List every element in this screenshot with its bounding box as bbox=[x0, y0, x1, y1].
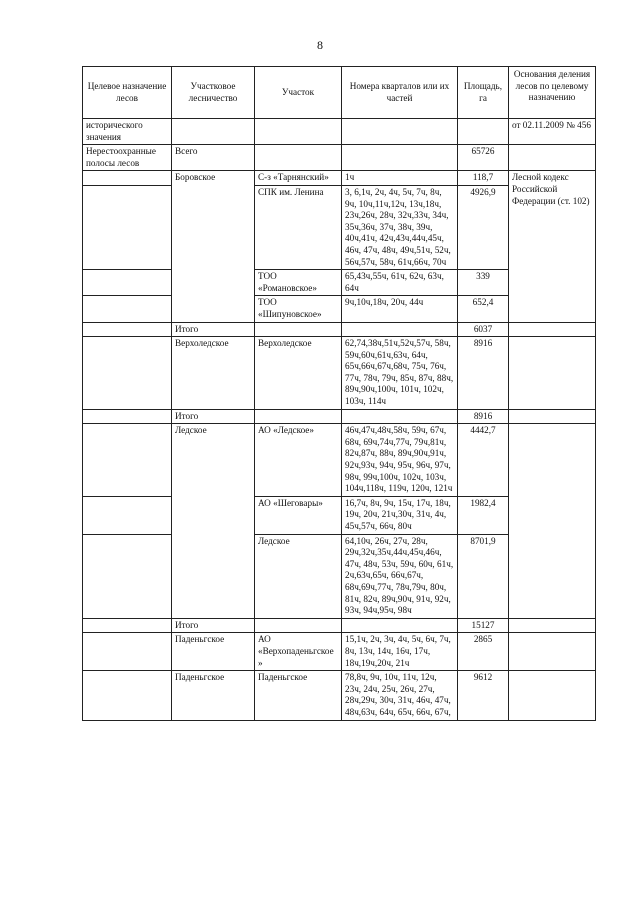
cell-purpose-prev: исторического значения bbox=[83, 119, 172, 145]
cell-quarters: 16,7ч, 8ч, 9ч, 15ч, 17ч, 18ч, 19ч, 20ч, 21ч,30ч, 31ч, 4ч, 45ч,57ч, 66ч, 80ч bbox=[342, 496, 458, 534]
header-basis: Основания деления лесов по целевому назначению bbox=[509, 67, 596, 119]
cell-area: 652,4 bbox=[458, 296, 509, 322]
cell-subtotal-label: Итого bbox=[172, 409, 255, 424]
cell-area: 8916 bbox=[458, 337, 509, 410]
header-purpose: Целевое назначение лесов bbox=[83, 67, 172, 119]
cell-subtotal-label: Итого bbox=[172, 322, 255, 337]
cell-quarters: 65,43ч,55ч, 61ч, 62ч, 63ч, 64ч bbox=[342, 270, 458, 296]
cell-district-padenga: Паденьгское bbox=[172, 671, 255, 720]
table-row-subtotal bbox=[83, 618, 596, 633]
cell-quarters: 64,10ч, 26ч, 27ч, 28ч, 29ч,32ч,35ч,44ч,45ч,46ч, 47ч, 48ч, 53ч, 59ч, 60ч, 61ч, 2ч,63ч,65ч, 66ч,67ч, 68ч,69ч,77ч, 78ч,79ч, 80ч, 81ч, 82ч, 89ч,90ч, 91ч, 92ч, 93ч, 94ч,95ч, 98ч bbox=[342, 534, 458, 618]
cell-subtotal-area: 15127 bbox=[458, 618, 509, 633]
cell-total-area: 65726 bbox=[458, 145, 509, 171]
cell-site: АО «Ледское» bbox=[255, 424, 342, 497]
cell-site: Паденьгское bbox=[255, 671, 342, 720]
cell-district-padenga: Паденьгское bbox=[172, 633, 255, 671]
cell-quarters: 1ч bbox=[342, 171, 458, 186]
cell-site: С-з «Тарнянский» bbox=[255, 171, 342, 186]
table-row bbox=[83, 171, 596, 186]
cell-site: Верхоледское bbox=[255, 337, 342, 410]
header-quarters: Номера кварталов или их частей bbox=[342, 67, 458, 119]
cell-quarters: 15,1ч, 2ч, 3ч, 4ч, 5ч, 6ч, 7ч, 8ч, 13ч, 14ч, 16ч, 17ч, 18ч,19ч,20ч, 21ч bbox=[342, 633, 458, 671]
header-area: Площадь, га bbox=[458, 67, 509, 119]
cell-area: 2865 bbox=[458, 633, 509, 671]
cell-area: 9612 bbox=[458, 671, 509, 720]
cell-site: Ледское bbox=[255, 534, 342, 618]
cell-site: СПК им. Ленина bbox=[255, 185, 342, 269]
table-row-subtotal bbox=[83, 322, 596, 337]
table-row bbox=[83, 337, 596, 410]
cell-quarters: 9ч,10ч,18ч, 20ч, 44ч bbox=[342, 296, 458, 322]
forest-purpose-table bbox=[82, 66, 596, 721]
table-header-row bbox=[83, 67, 596, 119]
header-district-forestry: Участковое лесничество bbox=[172, 67, 255, 119]
cell-area: 339 bbox=[458, 270, 509, 296]
cell-district-borovskoe: Боровское bbox=[172, 171, 255, 322]
table-row bbox=[83, 671, 596, 720]
cell-basis: Лесной кодекс Российской Федерации (ст. 102) bbox=[509, 171, 596, 322]
cell-quarters: 78,8ч, 9ч, 10ч, 11ч, 12ч, 23ч, 24ч, 25ч, 26ч, 27ч, 28ч,29ч, 30ч, 31ч, 46ч, 47ч, 48ч,63ч, 64ч, 65ч, 66ч, 67ч, bbox=[342, 671, 458, 720]
cell-site: ТОО «Романовское» bbox=[255, 270, 342, 296]
cell-area: 118,7 bbox=[458, 171, 509, 186]
cell-quarters: 46ч,47ч,48ч,58ч, 59ч, 67ч, 68ч, 69ч,74ч,77ч, 79ч,81ч, 82ч,87ч, 88ч, 89ч,90ч,91ч, 92ч,93ч, 94ч, 95ч, 96ч, 97ч, 98ч, 99ч,100ч, 102ч, 103ч, 104ч,118ч, 119ч, 120ч, 121ч bbox=[342, 424, 458, 497]
cell-site: ТОО «Шипуновское» bbox=[255, 296, 342, 322]
cell-area: 4442,7 bbox=[458, 424, 509, 497]
table-row bbox=[83, 633, 596, 671]
table-row-subtotal bbox=[83, 409, 596, 424]
page-number: 8 bbox=[317, 38, 323, 52]
cell-purpose-main: Нерестоохранные полосы лесов bbox=[83, 145, 172, 171]
header-site: Участок bbox=[255, 67, 342, 119]
cell-site: АО «Шеговары» bbox=[255, 496, 342, 534]
cell-quarters: 62,74,38ч,51ч,52ч,57ч, 58ч, 59ч,60ч,61ч,63ч, 64ч, 65ч,66ч,67ч,68ч, 75ч, 76ч, 77ч, 78ч, 79ч, 85ч, 87ч, 88ч, 89ч,90ч,100ч, 101ч, 102ч, 103ч, 114ч bbox=[342, 337, 458, 410]
cell-district-verkholedskoe: Верхоледское bbox=[172, 337, 255, 410]
cell-area: 1982,4 bbox=[458, 496, 509, 534]
cell-district-ledskoe: Ледское bbox=[172, 424, 255, 619]
cell-quarters: 3, 6,1ч, 2ч, 4ч, 5ч, 7ч, 8ч, 9ч, 10ч,11ч,12ч, 13ч,18ч, 23ч,26ч, 28ч, 32ч,33ч, 34ч, 35ч,36ч, 37ч, 38ч, 39ч, 40ч,41ч, 42ч,43ч,44ч,45ч, 46ч, 47ч, 48ч, 49ч,51ч, 52ч, 56ч,57ч, 58ч, 61ч,66ч, 70ч bbox=[342, 185, 458, 269]
cell-subtotal-area: 6037 bbox=[458, 322, 509, 337]
table-row bbox=[83, 119, 596, 145]
cell-subtotal-label: Итого bbox=[172, 618, 255, 633]
cell-subtotal-area: 8916 bbox=[458, 409, 509, 424]
table-row-total bbox=[83, 145, 596, 171]
cell-basis-prev: от 02.11.2009 № 456 bbox=[509, 119, 596, 145]
cell-total-label: Всего bbox=[172, 145, 255, 171]
cell-area: 8701,9 bbox=[458, 534, 509, 618]
cell-site: АО «Верхопаденьгское» bbox=[255, 633, 342, 671]
cell-area: 4926,9 bbox=[458, 185, 509, 269]
table-row bbox=[83, 424, 596, 497]
